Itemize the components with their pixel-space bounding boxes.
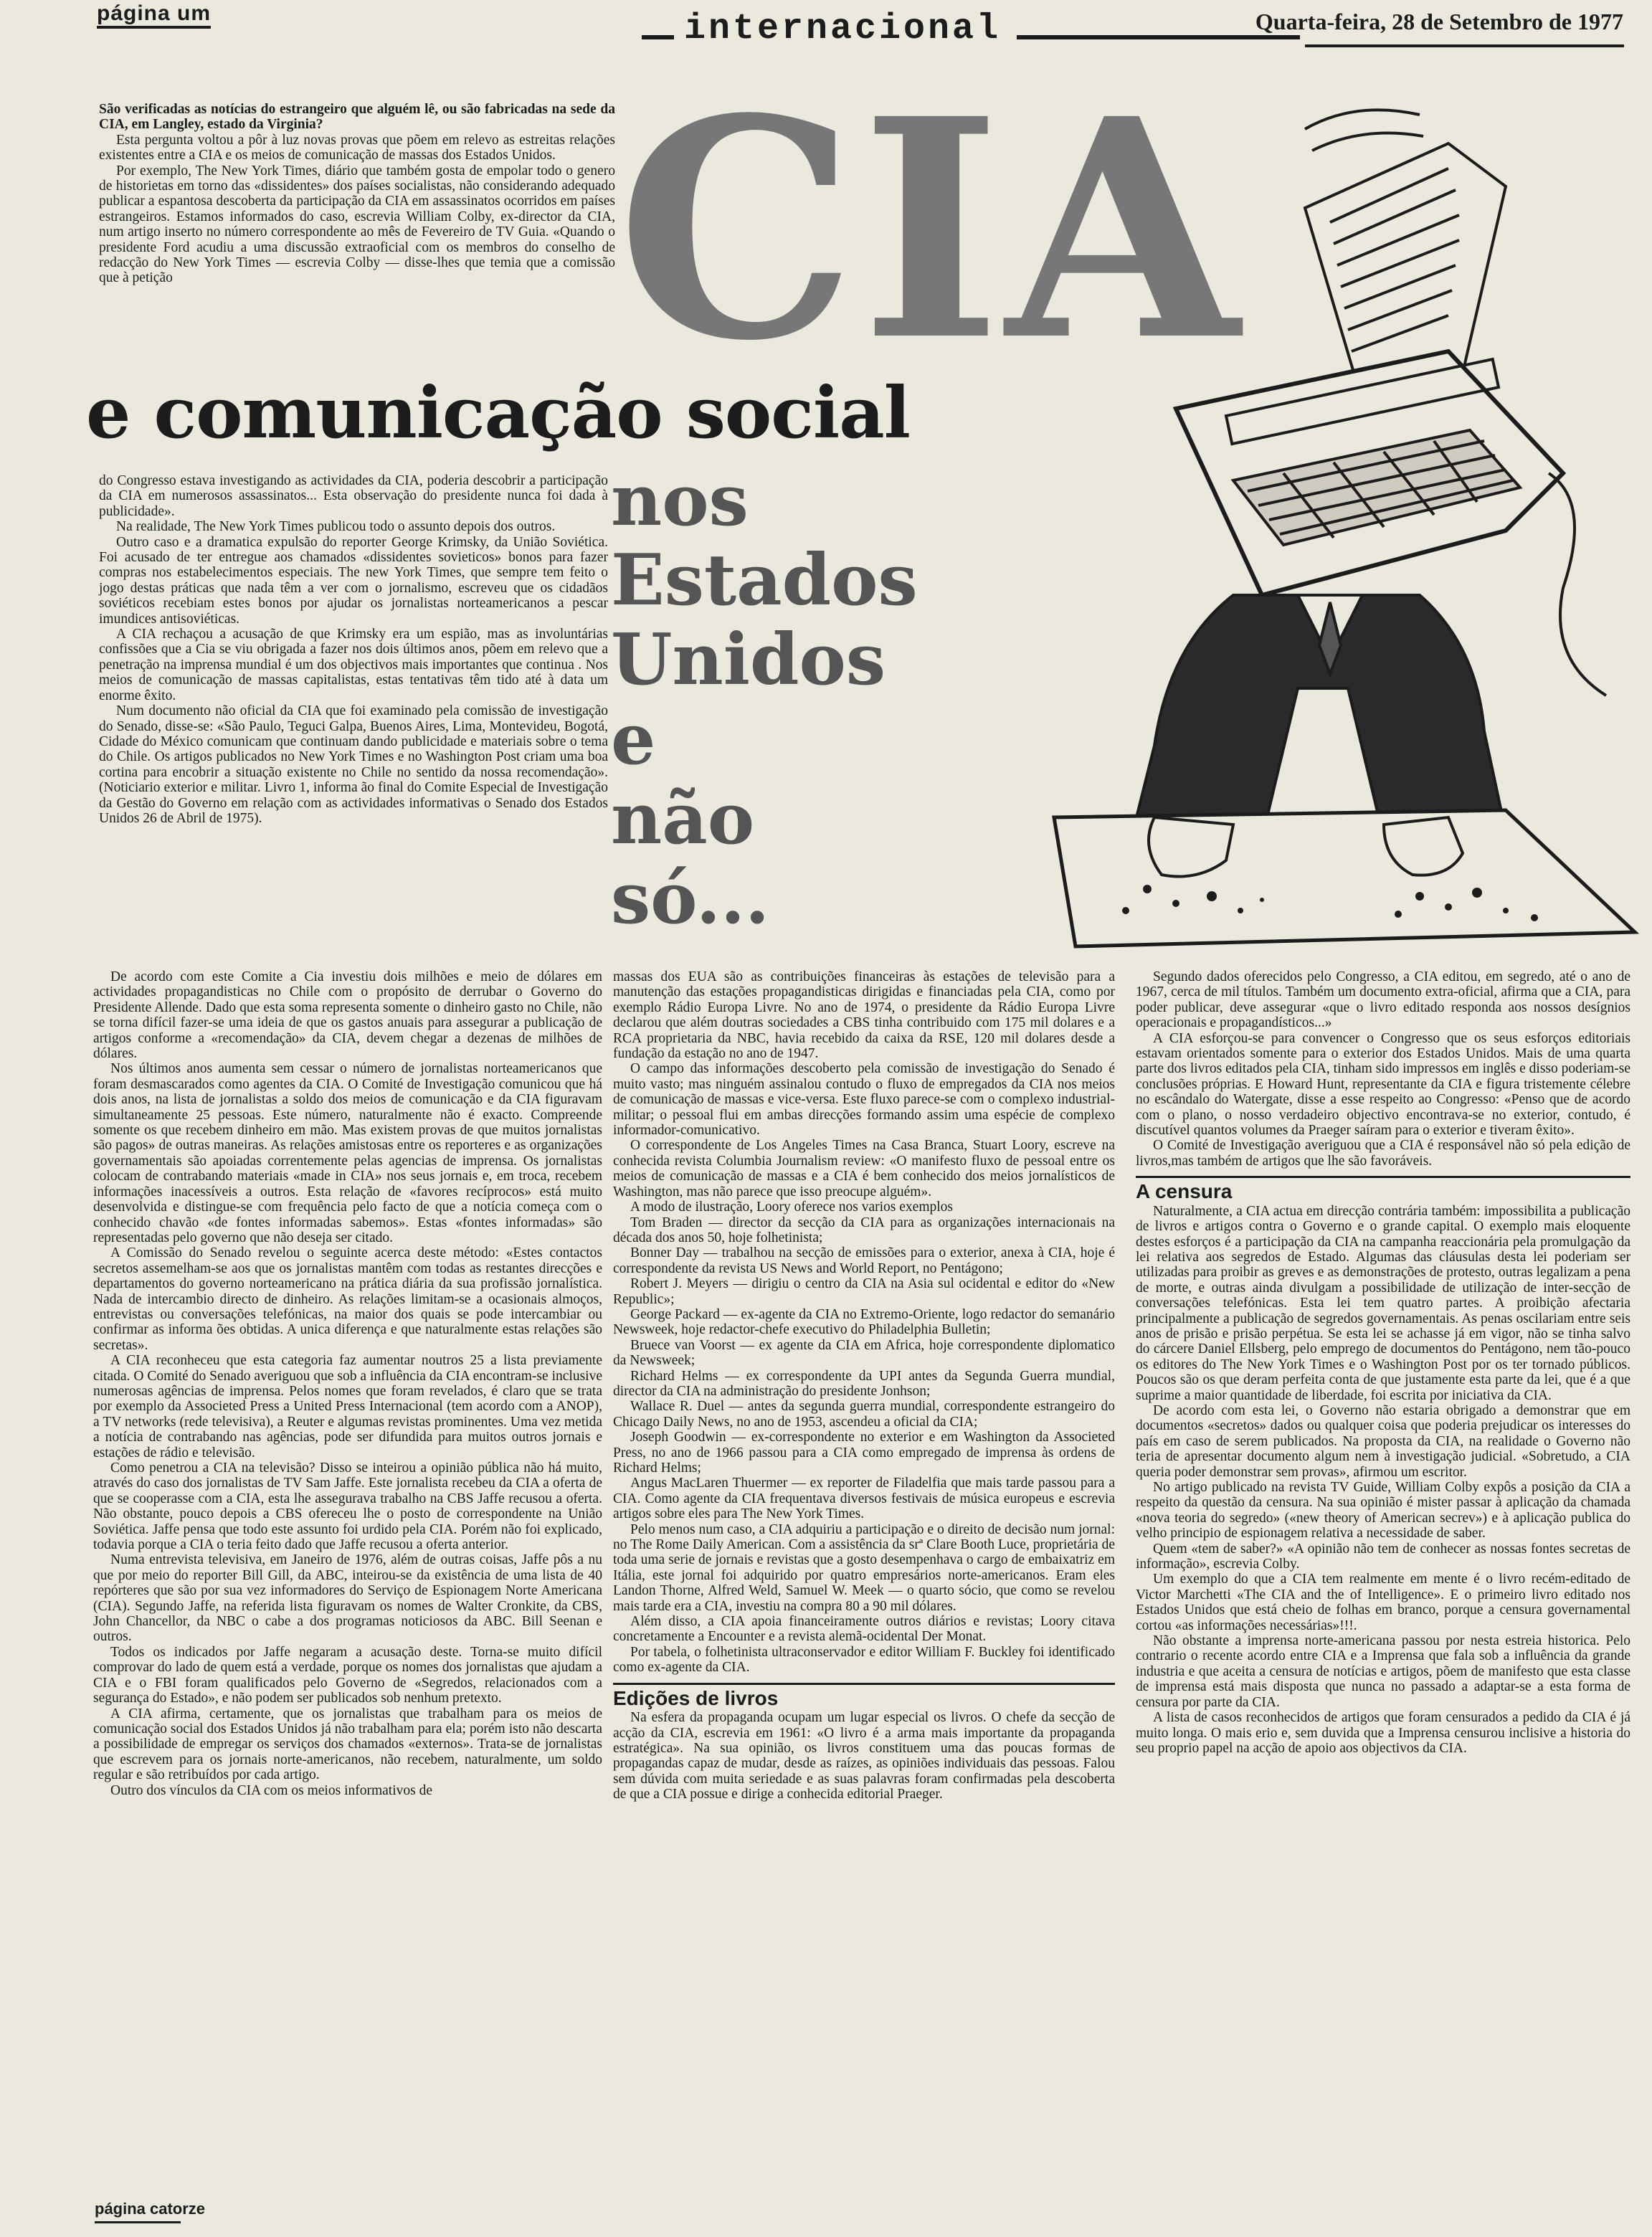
sub-line: e [611,698,656,781]
intro-question: São verificadas as notícias do estrangeiro que alguém lê, ou são fabricadas na sede da CIA, em Langley, estado da Virginia? [99,102,615,133]
column-middle [613,969,1115,1803]
paragraph: Não obstante a imprensa norte-americana passou por nesta estreia historica. Pelo contrario o recente acordo entre CIA e a Imprensa que fala sob a influência da grande industria e que aceita a censura de notícias e artigos, põem de manifesto que esta classe de imprensa está mais disposta que nunca no passado a adaptar-se a esta forma de censura por parte da CIA. [1136,1633,1630,1710]
intro-paragraph: Esta pergunta voltou a pôr à luz novas provas que põem em relevo as estreitas relações existentes entre a CIA e os meios de comunicação de massas dos Estados Unidos. [99,132,615,163]
list-item: Angus MacLaren Thuermer — ex reporter de Filadelfia que mais tarde passou para a CIA. Como agente da CIA frequentava diversos festivais de música europeus e escrevia artigos sobre eles para The New York Times. [613,1476,1115,1522]
paragraph: Na realidade, The New York Times publicou todo o assunto depois dos outros. [116,519,556,535]
section-heading-edicoes: Edições de livros [613,1683,1115,1710]
list-item: Robert J. Meyers — dirigiu o centro da CIA na Asia sul ocidental e editor do «New Republic»; [613,1276,1115,1307]
typewriter-man-illustration [1047,100,1642,954]
date-underline [1305,44,1624,47]
paragraph: Outro dos vínculos da CIA com os meios informativos de [110,1782,432,1798]
paragraph: O correspondente de Los Angeles Times na Casa Branca, Stuart Loory, escreve na conhecida revista Columbia Journalism review: «O manifesto fluxo de pessoal entre os meios de comunicação de massas e a CIA é bem conhecido dos meios jornalísticos de Washington, mas não parece que isso preocupe alguém». [613,1138,1115,1200]
sub-line: Estados [611,539,918,622]
paragraph: massas dos EUA são as contribuições financeiras às estações de televisão para a manutenção das estações propagandisticas dirigidas e financiadas pela CIA, como por exemplo Rádio Europa Livre. No ano de 1974, o presidente da Rádio Europa Livre declarou que além doutras sociedades a CBS tinha contribuido com 175 mil dolares e a RCA proprietaria da NBC, havia recebido da caixa da RSE, 120 mil dolares desde a fundação da estação no ano de 1947. [613,969,1115,1062]
sub-line: Unidos [611,619,886,701]
sub-line: só... [611,858,770,940]
paragraph: A CIA esforçou-se para convencer o Congresso que os seus esforços editoriais estavam orientados somente para o exterior dos Estados Unidos. Mais de uma quarta parte dos livros editados pela CIA, tinham sido impressos em inglês e disso poderiam-se conclusões próprias. E Howard Hunt, representante da CIA e figura tristemente célebre no escândalo do Watergate, disse a esse respeito ao Congresso: «Penso que de acordo com o plano, o nosso verdadeiro objectivo encontrava-se no exterior, contudo, é discutível quantos volumes da Praeger saíram para o exterior e tiveram êxito». [1136,1030,1630,1139]
paragraph: Todos os indicados por Jaffe negaram a acusação deste. Torna-se muito difícil comprovar do lado de quem está a verdade, porque os nomes dos jornalistas que ajudam a CIA e o FBI foram qualificados pelo Governo de «Segredos, relacionados com a segurança do Estado», e não podem ser publicados sob nenhum pretexto. [93,1644,602,1706]
sub-line: não [611,778,755,860]
list-item: Richard Helms — ex correspondente da UPI antes da Segunda Guerra mundial, director da CIA na administração do presidente Jonhson; [613,1368,1115,1399]
paragraph: No artigo publicado na revista TV Guide, William Colby expôs a posição da CIA a respeito da questão da censura. Na sua opinião é mister passar à aplicação da chamada «nova teoria do segredo» («new theory of American secrev») e à aplicação publica do velho principio de espionagem relativa a necessidade de saber. [1136,1480,1630,1542]
paragraph: Outro caso e a dramatica expulsão do reporter George Krimsky, da União Soviética. Foi acusado de ter entregue aos chamados «dissidentes sovieticos» bonos para fazer compras nos estabelecimentos especiais. The new York Times, que sempre tem feito o jogo destas práticas que nada têm a ver com o jornalismo, escreveu que os cidadãos soviéticos recebiam estes bonos por ajudar os jornalistas norteamericanos a pescar imundices antisoviéticas. [99,534,608,627]
intro-text [99,102,615,286]
paragraph: Além disso, a CIA apoia financeiramente outros diários e revistas; Loory citava concretamente a Encounter e a revista alemã-ocidental Der Monat. [613,1614,1115,1645]
paragraph: Numa entrevista televisiva, em Janeiro de 1976, além de outras coisas, Jaffe pôs a nu que por meio do reporter Bill Gill, da ABC, inteirou-se da existência de uma lista de 40 repórteres que são por sua vez informadores do Serviço de Espionagem Norte Americana (CIA). Segundo Jaffe, na referida lista figuravam os nomes de Walter Cronkite, da CBS, John Chancellor, da NBC o cabe a dos programas noticiosos da ABC. Bill Seenan e outros. [93,1552,602,1645]
paragraph: A CIA reconheceu que esta categoria faz aumentar noutros 25 a lista previamente citada. O Comité do Senado averiguou que sob a influência da CIA encontram-se inclusive numerosas agências de imprensa. Pelos nomes que foram revelados, é claro que se trata por exemplo da Associeted Press a United Press Internacional (tem acordo com a ANOP), a TV networks (rede televisiva), a Reuter e algumas revistas prominentes. Uma vez metida a notícia de contrabando nas agências, pode ser difundida para muitos outros jornais e estações de rádio e televisão. [93,1353,602,1461]
paragraph: A modo de ilustração, Loory oferece nos varios exemplos [630,1200,953,1215]
paragraph: A lista de casos reconhecidos de artigos que foram censurados a pedido da CIA é já muito longa. O mais erio e, sem duvida que a Imprensa censurou inclisive a historia do seu proprio papel na acção de apoio aos objectivos da CIA. [1136,1710,1630,1756]
list-item: Wallace R. Duel — antes da segunda guerra mundial, correspondente estrangeiro do Chicago Daily News, no ano de 1953, ascendeu a oficial da CIA; [613,1399,1115,1430]
section-heading-censura: A censura [1136,1176,1630,1203]
paragraph: Pelo menos num caso, a CIA adquiriu a participação e o direito de decisão num jornal: no The Rome Daily American. Com a assistência da srª Clare Booth Luce, proprietária de toda uma serie de jornais e revistas que a gosto desempenhava o cargo de embaixatriz em Itália, este jornal foi adquirido por quatro empresários norte-americanos. Eram eles Landon Thorne, Alfred Weld, Samuel W. Meek — o quarto sócio, que como se revelou mais tarde era a CIA, investiu na compra 80 a 90 mil dólares. [613,1521,1115,1614]
list-item: Bruece van Voorst — ex agente da CIA em Africa, hoje correspondente diplomatico da Newsweek; [613,1337,1115,1369]
column-right [1136,969,1630,1756]
list-item: George Packard — ex-agente da CIA no Extremo-Oriente, logo redactor do semanário Newsweek, hoje redactor-chefe executivo do Philadelphia Bulletin; [613,1306,1115,1338]
paragraph: A CIA rechaçou a acusação de que Krimsky era um espião, mas as involuntárias confissões que a Cia se viu obrigada a fazer nos dois últimos anos, põem em relevo que a penetração na imprensa mundial é um dos objectivos mais importantes que continua . Nos meios de comunicação de massas capitalistas, estas tentativas têm tido até à data um enorme êxito. [99,627,608,703]
paragraph: Como penetrou a CIA na televisão? Disso se inteirou a opinião pública não há muito, através do caso dos jornalistas de TV Sam Jaffe. Este jornalista recebeu da CIA a oferta de que se cooperasse com a CIA, esta lhe assegurava trabalho na CBS Jaffe recusou a oferta. Não obstante, pouco depois a CBS ofereceu lhe o posto de correspondente na União Soviética. Jaffe pensa que todo este assunto foi urdido pela CIA. Porém não foi explicado, todavia porque a CIA o teria feito dado que Jaffe recusou a oferta anterior. [93,1461,602,1553]
column-left [93,969,602,1798]
paragraph: De acordo com esta lei, o Governo não estaria obrigado a demonstrar que em documentos «secretos» dados ou qualquer coisa que poderia prejudicar os interesses do país em caso de serem publicados. Na proposta da CIA, na realidade o Governo não teria de apresentar documento algum nem à investigação judicial. «Sobretudo, a CIA queria poder demonstrar sem provas», afirmou um escritor. [1136,1402,1630,1480]
headline-sub [611,460,918,944]
list-item: Joseph Goodwin — ex-correspondente no exterior e em Washington da Associeted Press, no ano de 1966 passou para a CIA como empregado de imprensa às ordens de Richard Helms; [613,1430,1115,1476]
paragraph: O Comité de Investigação averiguou que a CIA é responsável não só pela edição de livros,mas também de artigos que lhe são favoráveis. [1136,1138,1630,1169]
paragraph: Segundo dados oferecidos pelo Congresso, a CIA editou, em segredo, até o ano de 1967, cerca de mil títulos. Também um documento extra-oficial, afirma que a CIA, para poder publicar, deve assegurar «que o livro editado responda aos nossos desígnios operacionais e propagandísticos...» [1136,969,1630,1031]
intro-paragraph: Por exemplo, The New York Times, diário que também gosta de empolar todo o genero de historietas em torno das «dissidentes» dos países socialistas, não considerando adequado publicar a espantosa descoberta da participação da CIA em assassinatos ocorridos em países estrangeiros. Estamos informados do caso, escrevia William Colby, ex-director da CIA, num artigo inserto no número correspondente ao mês de Fevereiro de TV Guia. «Quando o presidente Ford acudiu a uma discussão extraoficial com os membros do conselho de redacção do New York Times — escrevia Colby — disse-lhes que temia que a comissão que à petição [99,163,615,286]
main-column [99,473,608,826]
paragraph: Naturalmente, a CIA actua em direcção contrária também: impossibilita a publicação de livros e artigos contra o Governo e o grande capital. O exemplo mais eloquente destes esforços é a participação da CIA na campanha reaccionária pela promulgação da lei relativa aos segredos de Estado. Algumas das cláusulas desta lei poderiam ser utilizadas para proibir as greves e as demonstrações de protesto, outras legalizam a pena de morte, e outras ainda divulgam a possibilidade de utilização de inter-secção de conversações telefónicas. Esta lei tem quatro partes. A proibição afectaria principalmente a publicação de segredos governamentais. As penas oscilariam entre seis anos de prisão e prisão perpétua. Se esta lei se achasse já em vigor, não se tinha salvo do cárcere Daniel Ellsberg, pelo emprego de documentos do Pentágono, nem tão-pouco os editores do The New York Times e o Washington Post por os ter tornado públicos. Poucos são os que deram perfeita conta de que justamente esta parte da lei, que é a que suprime a maior quantidade de liberdade, foi escrita por iniciativa da CIA. [1136,1203,1630,1403]
paragraph: De acordo com este Comite a Cia investiu dois milhões e meio de dólares em actividades propagandisticas no Chile com o propósito de derrubar o Governo do Presidente Allende. Dado que esta soma representa somente o dinheiro gasto no Chile, não se torna difícil fazer-se uma ideia de que os gastos anuais para assegurar a publicação de artigos conforme a «recomendação» da CIA, devem chegar a dezenas de milhões de dólares. [93,969,602,1062]
footer-rule [95,2221,181,2223]
header-rule-right [1017,35,1300,39]
headline-main: e comunicação social [86,372,910,455]
paragraph: Nos últimos anos aumenta sem cessar o número de jornalistas norteamericanos que foram desmascarados como agentes da CIA. O Comité de Investigação comunicou que há dois anos, na lista de jornalistas a soldo dos meios de comunicação e da CIA figuravam simultaneamente 25 pessoas. Este número, naturalmente não é exacto. Compreende somente os que recebem dinheiro em mão. Mas existem provas de que muitos jornalistas são pagos» de outras maneiras. As relações amistosas entre os reporteres e as organizações governamentais são apoiadas correntemente pelas agencias de imprensa. Os jornalistas colocam de contrabando materiais «made in CIA» nos seus jornais e, em troca, recebem informações inacessíveis a outros. Esta relação de «favores recíprocos» está muito desenvolvida e distingue-se com frequência pelo facto de que a notícia começa com o conhecido chavão «de fontes informadas sabemos». Estas «fontes informadas» são representadas pelo governo que não deseja ser citado. [93,1061,602,1245]
paragraph: do Congresso estava investigando as actividades da CIA, poderia descobrir a participação da CIA em numerosos assassinatos... Esta observação do presidente nunca foi dada à publicidade». [99,473,608,519]
paragraph: Num documento não oficial da CIA que foi examinado pela comissão de investigação do Senado, disse-se: «São Paulo, Teguci Galpa, Buenos Aires, Lima, Montevideu, Bogotá, Cidade do México comunicam que continuam dando publicidade e materiais sobre o tema do Chile. Os artigos publicados no New York Times e no Washington Post criam uma boa cortina para encobrir a situação existente no Chile no sentido da nossa recomendação». (Noticiario exterior e militar. Livro 1, informa ão final do Comite Especial de Investigação da Gestão do Governo em relação com as actividades informativas o Senado dos Estados Unidos 26 de Abril de 1975). [99,703,608,826]
headline-cia: CIA [617,54,1244,407]
page-label-bottom: página catorze [95,2200,206,2218]
paragraph: Por tabela, o folhetinista ultraconservador e editor William F. Buckley foi identificado como ex-agente da CIA. [613,1644,1115,1676]
sub-line: nos [611,460,749,542]
section-title: internacional [674,9,1011,49]
paragraph: Um exemplo do que a CIA tem realmente em mente é o livro recém-editado de Victor Marchetti «The CIA and the of Intelligence». E o primeiro livro editado nos Estados Unidos que está cheio de folhas em branco, porque a censura governamental cortou «as informações necessárias»!!!. [1136,1572,1630,1633]
list-item: Tom Braden — director da secção da CIA para as organizações internacionais na década dos anos 50, hoje folhetinista; [613,1215,1115,1245]
paragraph: O campo das informações descoberto pela comissão de investigação do Senado é muito vasto; mas ninguém assinalou contudo o fluxo de empregados da CIA nos meios de comunicação de massas e vice-versa. Este fluxo parece-se com o complexo industrial-militar; o pessoal flui em ambas direcções formando assim uma espécie de complexo informador-comunicativo. [613,1061,1115,1139]
paragraph: A Comissão do Senado revelou o seguinte acerca deste método: «Estes contactos secretos assemelham-se aos que os jornalistas mantêm com todas as restantes direcções e departamentos do governo norteamericano na prática diária da sua profissão jornalística. Nada de intercambio directo de dinheiro. As relações limitam-se a ocasionais almoços, entrevistas ou conversações telefónicas, na maior dos quais se pode intercambiar ou confirmar as informa ões obtidas. A unica diferença e que naturalmente estas relações são secretas». [93,1245,602,1353]
paragraph: A CIA afirma, certamente, que os jornalistas que trabalham para os meios de comunicação social dos Estados Unidos já não trabalham para ela; porém isto não descarta a possibilidade de empregar os serviços dos chamados «externos». Trata-se de jornalistas que escrevem para os jornais norte-americanos, não recebem, naturalmente, um soldo regular e são retribuídos por cada artigo. [93,1706,602,1783]
list-item: Bonner Day — trabalhou na secção de emissões para o exterior, anexa à CIA, hoje é correspondente da revista US News and World Report, no Pentágono; [613,1245,1115,1276]
page-label-top: página um [97,1,211,29]
issue-date: Quarta-feira, 28 de Setembro de 1977 [1255,9,1623,34]
paragraph: Quem «tem de saber?» «A opinião não tem de conhecer as nossas fontes secretas de informação», escrevia Colby. [1136,1541,1630,1572]
paragraph: Na esfera da propaganda ocupam um lugar especial os livros. O chefe da secção de acção da CIA, escrevia em 1961: «O livro é a arma mais importante da propaganda estratégica». Na sua opinião, os livros constituem uma das poucas formas de propagandas capaz de mudar, desde as raízes, as opiniões individuais das pessoas. Falou sem dúvida com muita seriedade e as suas palavras foram confirmadas pela descoberta de que a CIA possue e dirige a conhecida editorial Praeger. [613,1710,1115,1803]
